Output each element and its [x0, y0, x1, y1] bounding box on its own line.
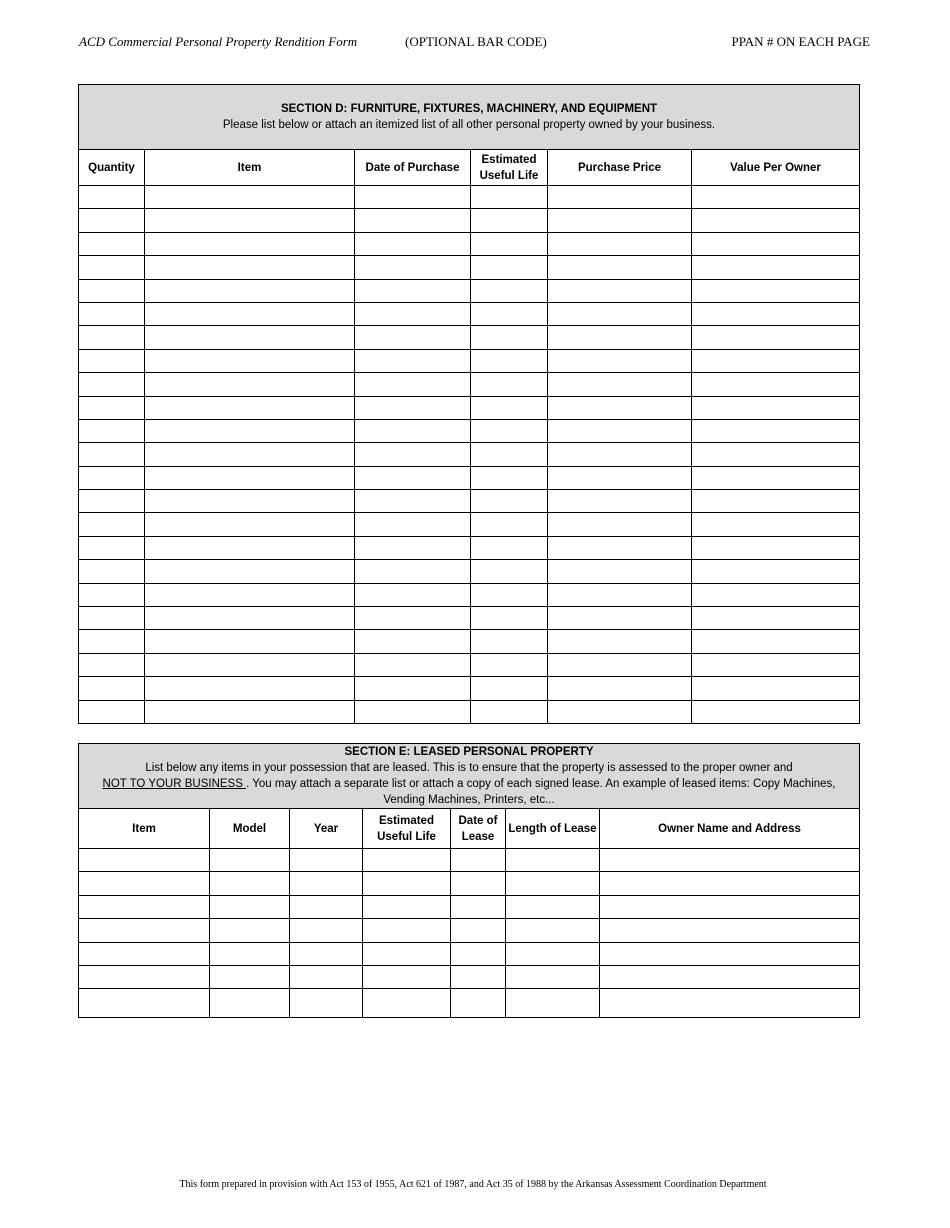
property-entry-cell[interactable] — [692, 279, 860, 302]
property-entry-cell[interactable] — [145, 302, 355, 325]
property-entry-cell[interactable] — [471, 630, 548, 653]
property-table-row — [79, 513, 860, 536]
property-entry-cell[interactable] — [79, 583, 145, 606]
property-entry-cell[interactable] — [548, 419, 692, 442]
lease-entry-cell[interactable] — [506, 989, 600, 1018]
property-entry-cell[interactable] — [355, 583, 471, 606]
property-entry-cell[interactable] — [471, 677, 548, 700]
lease-entry-cell[interactable] — [600, 942, 860, 965]
section-e-header — [79, 744, 860, 809]
property-entry-cell[interactable] — [79, 279, 145, 302]
property-entry-cell[interactable] — [692, 490, 860, 513]
property-entry-cell[interactable] — [471, 536, 548, 559]
property-table-row — [79, 607, 860, 630]
property-entry-cell[interactable] — [692, 607, 860, 630]
lease-entry-cell[interactable] — [290, 895, 363, 918]
property-entry-cell[interactable] — [548, 560, 692, 583]
property-entry-cell[interactable] — [548, 513, 692, 536]
property-entry-cell[interactable] — [471, 209, 548, 232]
property-entry-cell[interactable] — [79, 677, 145, 700]
col-value-per-owner: Value Per Owner — [692, 150, 860, 186]
property-entry-cell[interactable] — [471, 653, 548, 676]
property-entry-cell[interactable] — [79, 466, 145, 489]
property-entry-cell[interactable] — [471, 256, 548, 279]
lease-entry-cell[interactable] — [79, 989, 210, 1018]
lease-entry-cell[interactable] — [290, 942, 363, 965]
property-entry-cell[interactable] — [548, 466, 692, 489]
property-entry-cell[interactable] — [355, 256, 471, 279]
property-table-row — [79, 443, 860, 466]
property-entry-cell[interactable] — [471, 466, 548, 489]
property-entry-cell[interactable] — [471, 279, 548, 302]
lease-entry-cell[interactable] — [79, 965, 210, 988]
property-entry-cell[interactable] — [145, 653, 355, 676]
property-entry-cell[interactable] — [145, 256, 355, 279]
col-owner-name-address: Owner Name and Address — [600, 809, 860, 849]
property-entry-cell[interactable] — [471, 443, 548, 466]
property-table-row — [79, 419, 860, 442]
property-entry-cell[interactable] — [355, 466, 471, 489]
col-date-of-purchase: Date of Purchase — [355, 150, 471, 186]
property-entry-cell[interactable] — [145, 490, 355, 513]
property-entry-cell[interactable] — [355, 396, 471, 419]
property-entry-cell[interactable] — [548, 256, 692, 279]
property-table-row — [79, 700, 860, 723]
property-entry-cell[interactable] — [79, 396, 145, 419]
property-entry-cell[interactable] — [692, 373, 860, 396]
col-date-of-lease-line2: Lease — [461, 830, 495, 843]
property-entry-cell[interactable] — [355, 186, 471, 209]
property-table-row — [79, 186, 860, 209]
property-entry-cell[interactable] — [548, 326, 692, 349]
property-entry-cell[interactable] — [79, 513, 145, 536]
property-entry-cell[interactable] — [548, 583, 692, 606]
col-length-of-lease: Length of Lease — [506, 809, 600, 849]
property-entry-cell[interactable] — [145, 466, 355, 489]
property-entry-cell[interactable] — [548, 396, 692, 419]
property-table-row — [79, 560, 860, 583]
lease-entry-cell[interactable] — [363, 849, 451, 872]
property-entry-cell[interactable] — [471, 186, 548, 209]
property-entry-cell[interactable] — [355, 349, 471, 372]
property-entry-cell[interactable] — [548, 490, 692, 513]
section-e-line2: . You may attach a separate list or attach a copy of each signed lease. An example of leased items: Copy Machines, Vending Machines, Printers, etc... — [246, 778, 836, 806]
lease-table-row — [79, 989, 860, 1018]
property-table-row — [79, 373, 860, 396]
lease-entry-cell[interactable] — [600, 989, 860, 1018]
property-entry-cell[interactable] — [145, 186, 355, 209]
lease-table-row — [79, 942, 860, 965]
property-entry-cell[interactable] — [471, 490, 548, 513]
lease-entry-cell[interactable] — [600, 965, 860, 988]
property-entry-cell[interactable] — [692, 326, 860, 349]
col-lease-item: Item — [79, 809, 210, 849]
property-entry-cell[interactable] — [692, 302, 860, 325]
property-entry-cell[interactable] — [145, 700, 355, 723]
lease-entry-cell[interactable] — [79, 895, 210, 918]
lease-entry-cell[interactable] — [600, 919, 860, 942]
property-entry-cell[interactable] — [692, 209, 860, 232]
lease-entry-cell[interactable] — [363, 895, 451, 918]
property-entry-cell[interactable] — [79, 607, 145, 630]
property-entry-cell[interactable] — [145, 279, 355, 302]
property-entry-cell[interactable] — [79, 209, 145, 232]
property-entry-cell[interactable] — [471, 349, 548, 372]
ppan-label: PPAN # ON EACH PAGE — [731, 34, 870, 49]
lease-entry-cell[interactable] — [363, 942, 451, 965]
lease-entry-cell[interactable] — [451, 965, 506, 988]
lease-table-row — [79, 919, 860, 942]
lease-entry-cell[interactable] — [506, 965, 600, 988]
property-entry-cell[interactable] — [145, 560, 355, 583]
property-entry-cell[interactable] — [548, 630, 692, 653]
property-entry-cell[interactable] — [692, 630, 860, 653]
property-entry-cell[interactable] — [145, 443, 355, 466]
property-entry-cell[interactable] — [692, 396, 860, 419]
property-table-row — [79, 677, 860, 700]
property-entry-cell[interactable] — [355, 232, 471, 255]
property-table-row — [79, 536, 860, 559]
property-entry-cell[interactable] — [548, 279, 692, 302]
property-entry-cell[interactable] — [355, 490, 471, 513]
property-entry-cell[interactable] — [471, 583, 548, 606]
property-entry-cell[interactable] — [145, 396, 355, 419]
property-entry-cell[interactable] — [355, 302, 471, 325]
lease-entry-cell[interactable] — [451, 872, 506, 895]
property-entry-cell[interactable] — [692, 419, 860, 442]
property-entry-cell[interactable] — [692, 256, 860, 279]
col-quantity: Quantity — [79, 150, 145, 186]
property-entry-cell[interactable] — [355, 443, 471, 466]
property-entry-cell[interactable] — [548, 302, 692, 325]
property-entry-cell[interactable] — [79, 653, 145, 676]
lease-table-row — [79, 872, 860, 895]
property-entry-cell[interactable] — [692, 232, 860, 255]
property-entry-cell[interactable] — [471, 513, 548, 536]
property-entry-cell[interactable] — [471, 560, 548, 583]
property-table-row — [79, 396, 860, 419]
property-entry-cell[interactable] — [548, 232, 692, 255]
section-d-header — [79, 85, 860, 150]
property-entry-cell[interactable] — [355, 677, 471, 700]
property-entry-cell[interactable] — [692, 583, 860, 606]
property-entry-cell[interactable] — [692, 677, 860, 700]
lease-entry-cell[interactable] — [451, 895, 506, 918]
lease-entry-cell[interactable] — [506, 872, 600, 895]
lease-entry-cell[interactable] — [79, 872, 210, 895]
property-entry-cell[interactable] — [692, 700, 860, 723]
property-entry-cell[interactable] — [692, 653, 860, 676]
lease-table-row — [79, 849, 860, 872]
property-entry-cell[interactable] — [692, 349, 860, 372]
section-d-table — [78, 84, 860, 724]
lease-entry-cell[interactable] — [451, 989, 506, 1018]
section-e-table — [78, 743, 860, 1018]
property-entry-cell[interactable] — [145, 630, 355, 653]
lease-entry-cell[interactable] — [451, 919, 506, 942]
lease-entry-cell[interactable] — [210, 849, 290, 872]
property-entry-cell[interactable] — [79, 326, 145, 349]
col-estimated-useful-life — [471, 150, 548, 186]
lease-table-row — [79, 895, 860, 918]
property-table-row — [79, 630, 860, 653]
lease-entry-cell[interactable] — [290, 872, 363, 895]
property-entry-cell[interactable] — [471, 373, 548, 396]
property-entry-cell[interactable] — [548, 443, 692, 466]
footer-note: This form prepared in provision with Act 153 of 1955, Act 621 of 1987, and Act 35 of 1988 by the Arkansas Assessment Coordination Department — [179, 1179, 767, 1190]
property-entry-cell[interactable] — [471, 419, 548, 442]
form-title: ACD Commercial Personal Property Rendition Form — [79, 34, 358, 49]
property-table-row — [79, 279, 860, 302]
property-entry-cell[interactable] — [79, 373, 145, 396]
property-table-row — [79, 209, 860, 232]
property-entry-cell[interactable] — [145, 536, 355, 559]
section-d-subtitle: Please list below or attach an itemized list of all other personal property owned by your business. — [222, 119, 716, 131]
property-entry-cell[interactable] — [145, 677, 355, 700]
property-entry-cell[interactable] — [79, 186, 145, 209]
lease-entry-cell[interactable] — [79, 919, 210, 942]
col-lease-useful-life — [363, 809, 451, 849]
property-entry-cell[interactable] — [692, 466, 860, 489]
property-entry-cell[interactable] — [548, 209, 692, 232]
lease-entry-cell[interactable] — [600, 895, 860, 918]
property-table-row — [79, 653, 860, 676]
lease-entry-cell[interactable] — [506, 849, 600, 872]
property-entry-cell[interactable] — [471, 232, 548, 255]
lease-entry-cell[interactable] — [290, 965, 363, 988]
property-entry-cell[interactable] — [79, 419, 145, 442]
property-entry-cell[interactable] — [355, 326, 471, 349]
property-entry-cell[interactable] — [145, 326, 355, 349]
property-entry-cell[interactable] — [471, 326, 548, 349]
property-entry-cell[interactable] — [355, 209, 471, 232]
property-entry-cell[interactable] — [692, 560, 860, 583]
property-entry-cell[interactable] — [145, 419, 355, 442]
col-item: Item — [145, 150, 355, 186]
property-entry-cell[interactable] — [471, 700, 548, 723]
property-entry-cell[interactable] — [355, 373, 471, 396]
lease-entry-cell[interactable] — [210, 989, 290, 1018]
property-table-row — [79, 326, 860, 349]
col-purchase-price: Purchase Price — [548, 150, 692, 186]
lease-entry-cell[interactable] — [210, 872, 290, 895]
property-table-row — [79, 349, 860, 372]
lease-entry-cell[interactable] — [506, 919, 600, 942]
property-entry-cell[interactable] — [692, 536, 860, 559]
lease-entry-cell[interactable] — [363, 872, 451, 895]
lease-entry-cell[interactable] — [506, 942, 600, 965]
property-entry-cell[interactable] — [145, 583, 355, 606]
property-entry-cell[interactable] — [548, 349, 692, 372]
lease-table-row — [79, 965, 860, 988]
property-entry-cell[interactable] — [145, 513, 355, 536]
property-entry-cell[interactable] — [79, 490, 145, 513]
property-entry-cell[interactable] — [355, 279, 471, 302]
property-entry-cell[interactable] — [79, 256, 145, 279]
property-entry-cell[interactable] — [145, 373, 355, 396]
property-entry-cell[interactable] — [79, 443, 145, 466]
property-entry-cell[interactable] — [355, 630, 471, 653]
property-entry-cell[interactable] — [355, 536, 471, 559]
lease-entry-cell[interactable] — [210, 965, 290, 988]
property-entry-cell[interactable] — [355, 560, 471, 583]
property-entry-cell[interactable] — [145, 232, 355, 255]
not-your-business-text: NOT TO YOUR BUSINESS — [102, 778, 247, 790]
property-table-row — [79, 466, 860, 489]
property-table-row — [79, 256, 860, 279]
property-entry-cell[interactable] — [145, 607, 355, 630]
property-entry-cell[interactable] — [355, 607, 471, 630]
section-d-title: SECTION D: FURNITURE, FIXTURES, MACHINERY, AND EQUIPMENT — [280, 103, 658, 115]
property-table-row — [79, 232, 860, 255]
col-lease-useful-life-line1: Estimated — [379, 814, 434, 827]
property-table-row — [79, 490, 860, 513]
lease-entry-cell[interactable] — [290, 989, 363, 1018]
property-entry-cell[interactable] — [145, 349, 355, 372]
lease-entry-cell[interactable] — [363, 919, 451, 942]
col-useful-life-line1: Estimated — [481, 153, 537, 166]
property-table-row — [79, 302, 860, 325]
col-model: Model — [210, 809, 290, 849]
property-entry-cell[interactable] — [548, 373, 692, 396]
property-entry-cell[interactable] — [79, 536, 145, 559]
property-entry-cell[interactable] — [355, 700, 471, 723]
property-entry-cell[interactable] — [145, 209, 355, 232]
property-entry-cell[interactable] — [79, 302, 145, 325]
property-entry-cell[interactable] — [548, 653, 692, 676]
lease-entry-cell[interactable] — [600, 872, 860, 895]
property-entry-cell[interactable] — [79, 630, 145, 653]
col-lease-useful-life-line2: Useful Life — [377, 830, 436, 843]
lease-entry-cell[interactable] — [210, 942, 290, 965]
property-table-row — [79, 583, 860, 606]
lease-entry-cell[interactable] — [363, 989, 451, 1018]
property-entry-cell[interactable] — [548, 677, 692, 700]
property-entry-cell[interactable] — [548, 607, 692, 630]
property-entry-cell[interactable] — [471, 396, 548, 419]
lease-entry-cell[interactable] — [363, 965, 451, 988]
property-entry-cell[interactable] — [79, 560, 145, 583]
col-year: Year — [290, 809, 363, 849]
col-date-of-lease-line1: Date of — [458, 814, 498, 827]
property-entry-cell[interactable] — [79, 232, 145, 255]
property-entry-cell[interactable] — [79, 349, 145, 372]
property-entry-cell[interactable] — [692, 513, 860, 536]
lease-entry-cell[interactable] — [451, 942, 506, 965]
property-entry-cell[interactable] — [692, 186, 860, 209]
lease-entry-cell[interactable] — [210, 919, 290, 942]
col-date-of-lease — [451, 809, 506, 849]
lease-entry-cell[interactable] — [210, 895, 290, 918]
section-e-line1: List below any items in your possession that are leased. This is to ensure that the property is assessed to the proper owner and — [145, 762, 793, 774]
lease-entry-cell[interactable] — [79, 849, 210, 872]
lease-entry-cell[interactable] — [290, 919, 363, 942]
lease-entry-cell[interactable] — [290, 849, 363, 872]
lease-entry-cell[interactable] — [79, 942, 210, 965]
section-e-title: SECTION E: LEASED PERSONAL PROPERTY — [344, 746, 594, 758]
property-entry-cell[interactable] — [471, 607, 548, 630]
col-useful-life-line2: Useful Life — [479, 169, 539, 182]
lease-entry-cell[interactable] — [600, 849, 860, 872]
property-entry-cell[interactable] — [355, 653, 471, 676]
property-entry-cell[interactable] — [355, 419, 471, 442]
bar-code-label: (OPTIONAL BAR CODE) — [405, 34, 547, 49]
property-entry-cell[interactable] — [692, 443, 860, 466]
property-entry-cell[interactable] — [548, 186, 692, 209]
lease-entry-cell[interactable] — [451, 849, 506, 872]
lease-entry-cell[interactable] — [506, 895, 600, 918]
section-e-instructions — [83, 760, 855, 808]
property-entry-cell[interactable] — [471, 302, 548, 325]
property-entry-cell[interactable] — [355, 513, 471, 536]
property-entry-cell[interactable] — [79, 700, 145, 723]
property-entry-cell[interactable] — [548, 536, 692, 559]
property-entry-cell[interactable] — [548, 700, 692, 723]
